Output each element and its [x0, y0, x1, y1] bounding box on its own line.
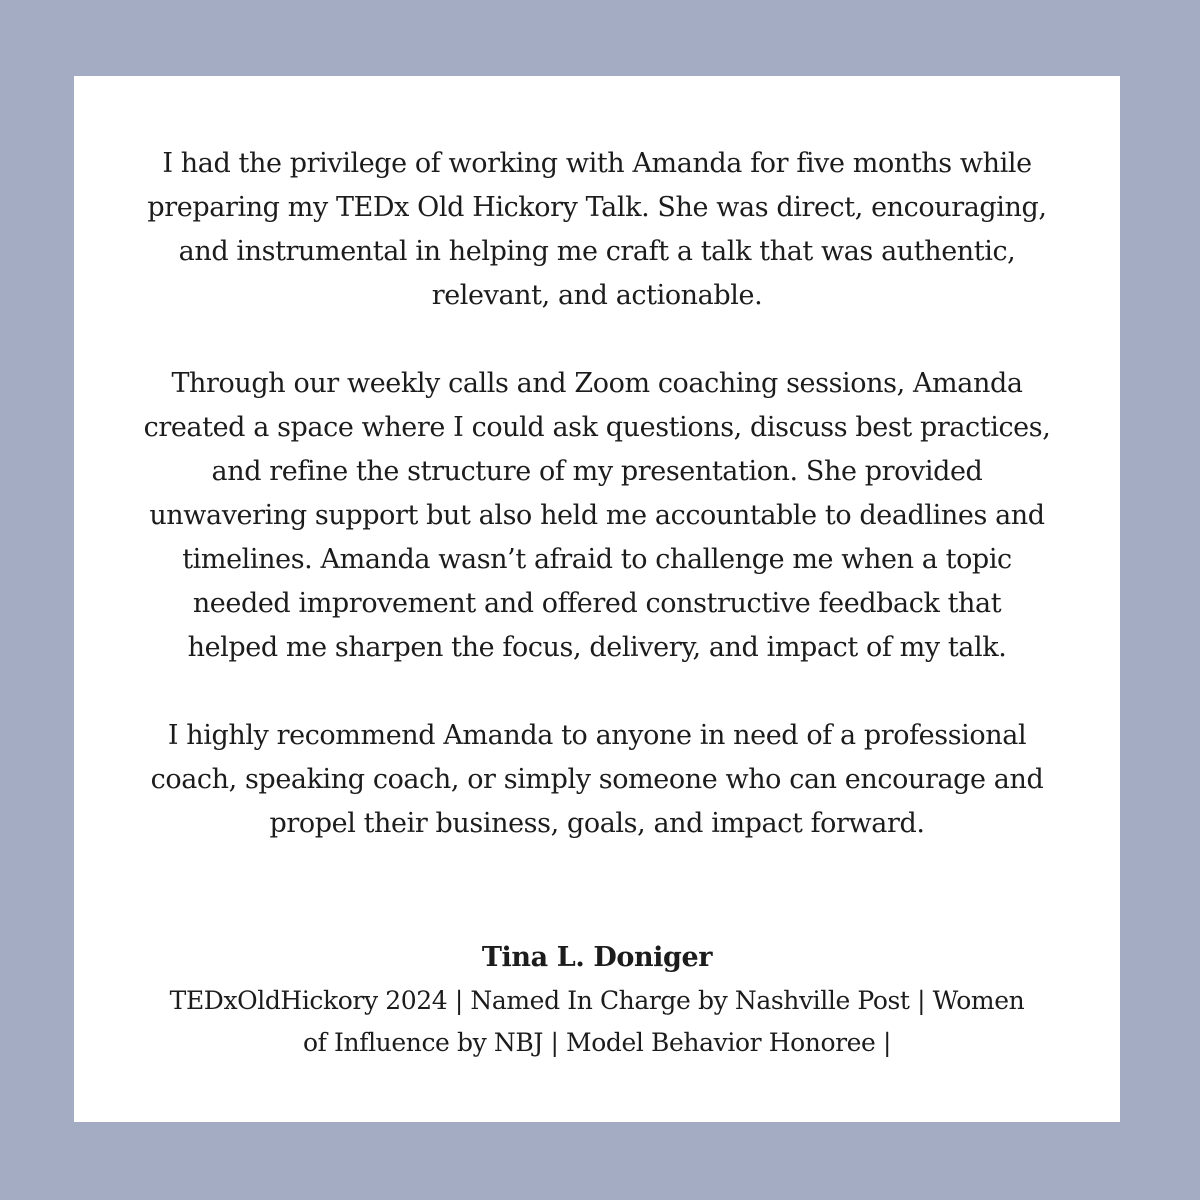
testimonial-paragraph-3 — [114, 714, 1080, 846]
paragraph-line: and instrumental in helping me craft a talk that was authentic, — [178, 236, 1016, 267]
author-credentials — [114, 980, 1080, 1064]
paragraph-line: I had the privilege of working with Amanda for five months while — [162, 148, 1032, 179]
paragraph-line: preparing my TEDx Old Hickory Talk. She was direct, encouraging, — [147, 192, 1047, 223]
author-name: Tina L. Doniger — [481, 942, 713, 973]
paragraph-line: propel their business, goals, and impact forward. — [269, 808, 925, 839]
paragraph-line: unwavering support but also held me accountable to deadlines and — [149, 500, 1045, 531]
credentials-line: TEDxOldHickory 2024 | Named In Charge by Nashville Post | Women — [169, 986, 1025, 1015]
signature-block — [114, 936, 1080, 1064]
paragraph-line: and refine the structure of my presentation. She provided — [211, 456, 983, 487]
paragraph-line: coach, speaking coach, or simply someone who can encourage and — [150, 764, 1044, 795]
testimonial-paragraph-2 — [114, 362, 1080, 670]
paragraph-line: needed improvement and offered constructive feedback that — [192, 588, 1002, 619]
paragraph-line: created a space where I could ask questions, discuss best practices, — [143, 412, 1051, 443]
testimonial-body — [114, 142, 1080, 846]
testimonial-paragraph-1 — [114, 142, 1080, 318]
paragraph-line: Through our weekly calls and Zoom coaching sessions, Amanda — [171, 368, 1023, 399]
paragraph-line: relevant, and actionable. — [431, 280, 763, 311]
paragraph-line: timelines. Amanda wasn’t afraid to challenge me when a topic — [182, 544, 1012, 575]
paragraph-line: I highly recommend Amanda to anyone in need of a professional — [167, 720, 1027, 751]
testimonial-card — [74, 76, 1120, 1122]
credentials-line: of Influence by NBJ | Model Behavior Honoree | — [302, 1028, 892, 1057]
paragraph-line: helped me sharpen the focus, delivery, and impact of my talk. — [187, 632, 1007, 663]
